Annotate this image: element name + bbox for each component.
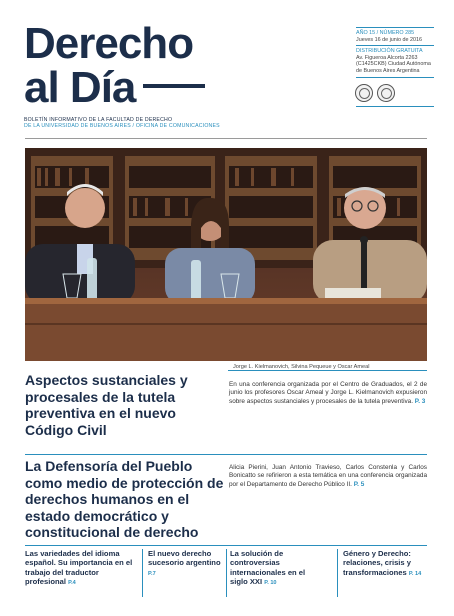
masthead-title-line2: al Día: [24, 66, 324, 110]
faculty-seal-icon: [377, 84, 395, 102]
article-2-headline[interactable]: La Defensoría del Pueblo como medio de protección de derechos humanos en el estado democrático y constitucional de derecho: [25, 458, 224, 540]
teaser-1[interactable]: Las variedades del idioma español. Su importancia en el trabajo del traductor profesional P.4: [25, 549, 133, 587]
issue-number: AÑO 15 / NÚMERO 285: [356, 30, 415, 36]
teaser-2-page-ref[interactable]: P.7: [148, 570, 156, 577]
masthead: [24, 19, 324, 112]
issue-date: Jueves 16 de junio de 2016: [356, 36, 422, 43]
boletin-subtitle: [24, 117, 324, 130]
issue-info: [356, 25, 434, 80]
masthead-dash: [143, 84, 205, 88]
teaser-4[interactable]: Género y Derecho: relaciones, crisis y transformaciones P. 14: [343, 549, 422, 577]
university-seals: [355, 84, 395, 102]
article-2-summary: Alicia Pierini, Juan Antonio Travieso, Carlos Constenla y Carlos Bonicatto se refirieron a esta temática en una conferencia organizada por el Departamento de Derecho Público II. P. 5: [229, 464, 427, 488]
photo-caption: Jorge L. Kielmanovich, Silvina Pequeue y Oscar Ameal: [233, 364, 370, 370]
article-1-page-ref[interactable]: P. 3: [414, 397, 426, 405]
issue-address: Av. Figueroa Alcorta 2263 (C1425CKB) Ciudad Autónoma de Buenos Aires Argentina: [356, 54, 431, 74]
teaser-2[interactable]: El nuevo derecho sucesorio argentino P.7: [148, 549, 221, 577]
boletin-line: BOLETÍN INFORMATIVO DE LA FACULTAD DE DERECHO: [24, 117, 173, 123]
distribution-label: DISTRIBUCIÓN GRATUITA: [356, 48, 423, 55]
teaser-3[interactable]: La solución de controversias internacionales en el siglo XXI P. 10: [230, 549, 306, 587]
teaser-3-page-ref[interactable]: P. 10: [264, 580, 277, 587]
article-1-summary: En una conferencia organizada por el Centro de Graduados, el 2 de junio los profesores Oscar Ameal y Jorge L. Kielmanovich expusieron sobre aspectos sustanciales y procesales de la tutela preventiva. P. 3: [229, 381, 427, 405]
teaser-4-page-ref[interactable]: P. 14: [408, 570, 422, 577]
article-divider: [25, 454, 427, 455]
teaser-1-page-ref[interactable]: P.4: [68, 580, 76, 587]
masthead-title-line1: Derecho: [24, 19, 194, 68]
masthead-divider: [25, 138, 427, 139]
cover-photo: [25, 148, 427, 361]
article-2-page-ref[interactable]: P. 5: [353, 480, 365, 488]
teaser-divider: [25, 545, 427, 546]
boletin-sub-line: DE LA UNIVERSIDAD DE BUENOS AIRES / OFICINA DE COMUNICACIONES: [24, 123, 220, 130]
uba-seal-icon: [355, 84, 373, 102]
article-1-headline[interactable]: Aspectos sustanciales y procesales de la tutela preventiva en el nuevo Código Civil: [25, 372, 188, 438]
